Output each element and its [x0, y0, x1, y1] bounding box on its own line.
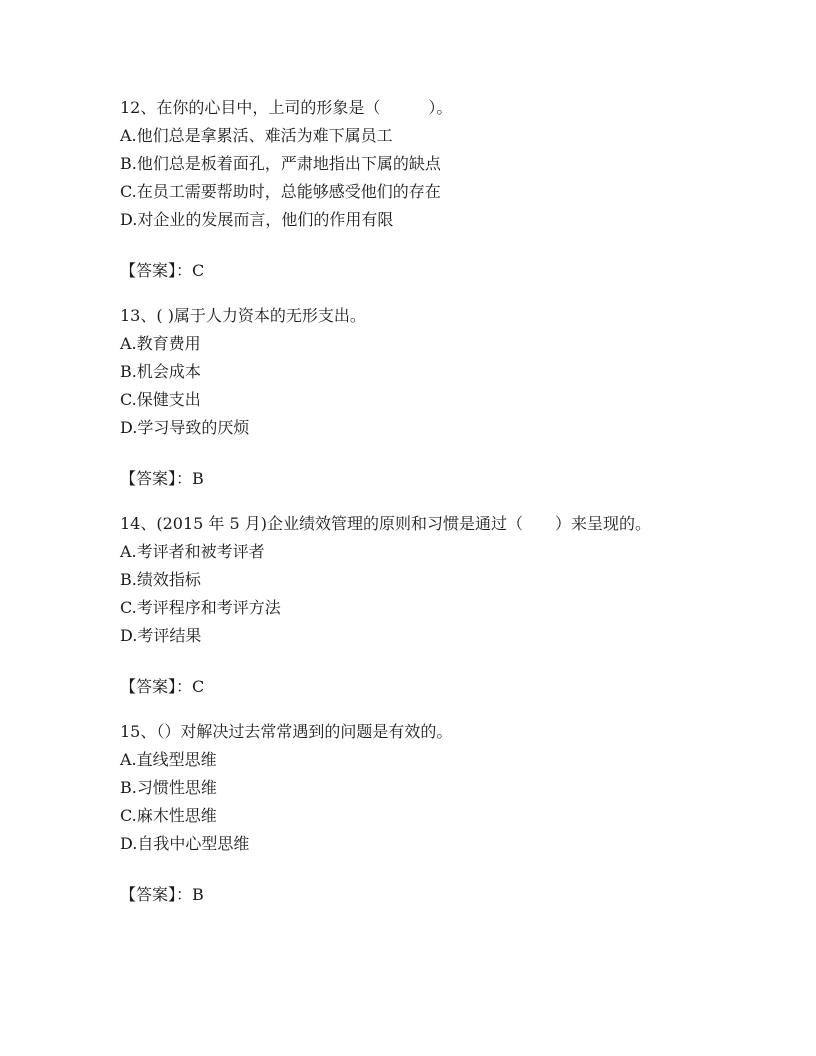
- question-13: [120, 302, 720, 493]
- option-a: A.教育费用: [120, 334, 201, 353]
- answer-label: 【答案】：: [120, 885, 193, 904]
- answer-label: 【答案】：: [120, 677, 193, 696]
- option-list: [120, 538, 720, 650]
- answer-line: [120, 881, 720, 909]
- option-a: A.考评者和被考评者: [120, 542, 265, 561]
- answer-value: C: [192, 677, 205, 696]
- option-a: A.直线型思维: [120, 750, 217, 769]
- option-d: D.考评结果: [120, 626, 202, 645]
- question-stem: 14、(2015 年 5 月)企业绩效管理的原则和习惯是通过（ ）来呈现的。: [120, 514, 652, 533]
- answer-line: [120, 673, 720, 701]
- question-stem: 12、在你的心目中，上司的形象是（ ）。: [120, 98, 453, 117]
- question-stem: 13、( )属于人力资本的无形支出。: [120, 306, 366, 325]
- question-12: [120, 94, 720, 285]
- answer-value: C: [192, 261, 205, 280]
- answer-label: 【答案】：: [120, 469, 193, 488]
- option-b: B.习惯性思维: [120, 778, 217, 797]
- answer-label: 【答案】：: [120, 261, 193, 280]
- answer-line: [120, 257, 720, 285]
- question-stem: 15、（）对解决过去常常遇到的问题是有效的。: [120, 722, 453, 741]
- option-d: D.对企业的发展而言，他们的作用有限: [120, 210, 394, 229]
- option-d: D.学习导致的厌烦: [120, 418, 250, 437]
- option-a: A.他们总是拿累活、难活为难下属员工: [120, 126, 393, 145]
- question-sheet: [120, 94, 720, 926]
- option-b: B.绩效指标: [120, 570, 201, 589]
- answer-value: B: [192, 885, 204, 904]
- question-14: [120, 510, 720, 701]
- option-list: [120, 122, 720, 234]
- option-c: C.保健支出: [120, 390, 201, 409]
- option-d: D.自我中心型思维: [120, 834, 250, 853]
- option-c: C.麻木性思维: [120, 806, 217, 825]
- answer-line: [120, 465, 720, 493]
- answer-value: B: [192, 469, 204, 488]
- option-b: B.他们总是板着面孔，严肃地指出下属的缺点: [120, 154, 441, 173]
- question-15: [120, 718, 720, 909]
- option-list: [120, 746, 720, 858]
- option-c: C.在员工需要帮助时，总能够感受他们的存在: [120, 182, 441, 201]
- option-b: B.机会成本: [120, 362, 201, 381]
- option-list: [120, 330, 720, 442]
- option-c: C.考评程序和考评方法: [120, 598, 281, 617]
